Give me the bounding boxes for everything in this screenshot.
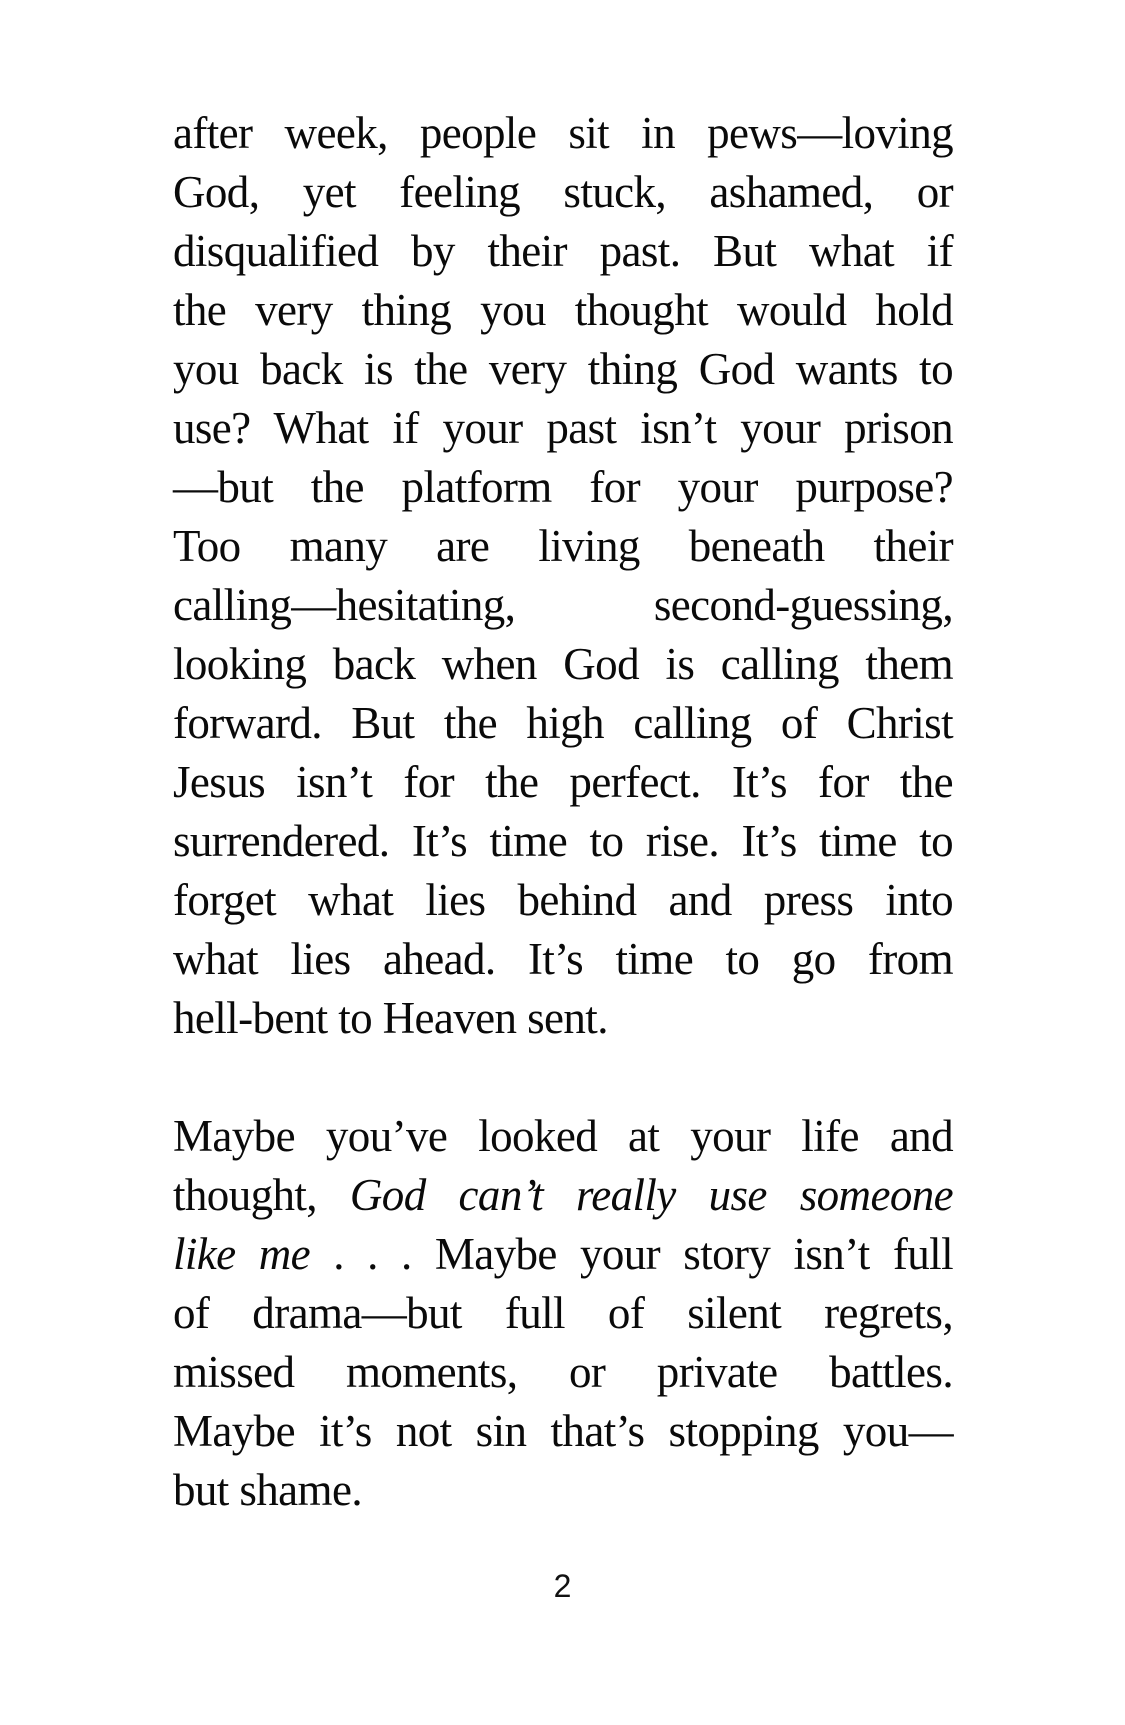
text-run: thought, (173, 1170, 350, 1220)
text-line: Maybe you’ve looked at your life and (173, 1111, 953, 1161)
text-line: Jesus isn’t for the perfect. It’s for the (173, 757, 953, 807)
text-line: use? What if your past isn’t your prison (173, 403, 953, 453)
paragraph-spacer (173, 1048, 953, 1107)
text-line: forward. But the high calling of Christ (173, 698, 953, 748)
paragraph-1 (173, 104, 953, 1048)
text-line: you back is the very thing God wants to (173, 344, 953, 394)
text-line: forget what lies behind and press into (173, 875, 953, 925)
body-text (173, 104, 953, 1520)
text-line: missed moments, or private battles. (173, 1347, 953, 1397)
text-line: calling—hesitating, second-guessing, (173, 580, 953, 630)
text-line: of drama—but full of silent regrets, (173, 1288, 953, 1338)
page-number: 2 (553, 1568, 572, 1604)
text-line: surrendered. It’s time to rise. It’s time to (173, 816, 953, 866)
text-line: hell-bent to Heaven sent. (173, 993, 608, 1043)
text-line: what lies ahead. It’s time to go from (173, 934, 953, 984)
text-line-mixed (173, 1225, 953, 1284)
text-line: Too many are living beneath their (173, 521, 953, 571)
text-line: the very thing you thought would hold (173, 285, 953, 335)
text-line: but shame. (173, 1465, 362, 1515)
text-run: . . . Maybe your story isn’t full (310, 1229, 953, 1279)
italic-run: like me (173, 1229, 311, 1279)
paragraph-2 (173, 1107, 953, 1520)
italic-run: God can’t really use someone (349, 1170, 953, 1220)
text-line: after week, people sit in pews—loving (173, 108, 953, 158)
text-line: Maybe it’s not sin that’s stopping you— (173, 1406, 953, 1456)
text-line: God, yet feeling stuck, ashamed, or (173, 167, 953, 217)
text-line-mixed (173, 1166, 953, 1225)
text-line: disqualified by their past. But what if (173, 226, 953, 276)
text-line: —but the platform for your purpose? (173, 462, 953, 512)
text-line: looking back when God is calling them (173, 639, 953, 689)
